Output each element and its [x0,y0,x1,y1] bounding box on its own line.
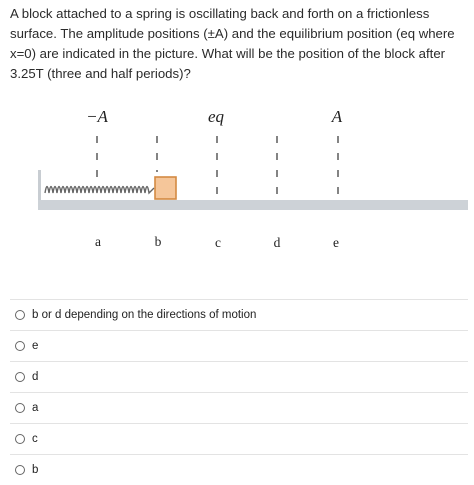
block [155,177,176,199]
option-e[interactable] [10,330,468,361]
position-label-e: e [333,235,339,250]
spring-block-diagram [0,98,474,268]
option-c[interactable] [10,423,468,454]
position-label-a: a [95,234,101,249]
radio-button[interactable] [15,465,25,475]
label-minus-a: −A [86,107,108,126]
question-text: A block attached to a spring is oscillating back and forth on a frictionless surface. The amplitude positions (±A) and the equilibrium position (eq where x=0) are indicated in the picture. What will be the position of the block after 3.25T (three and half periods)? [10,6,455,81]
option-label: b [32,464,39,476]
position-markers [97,136,338,194]
option-label: c [32,433,38,445]
radio-button[interactable] [15,372,25,382]
position-label-d: d [273,235,281,250]
wall [38,170,41,202]
option-label: a [32,402,39,414]
answer-options [10,299,468,485]
radio-button[interactable] [15,403,25,413]
option-label: b or d depending on the directions of motion [32,309,257,321]
label-a: A [331,107,343,126]
label-eq: eq [207,107,225,126]
surface [38,200,468,210]
radio-button[interactable] [15,310,25,320]
option-b[interactable] [10,454,468,485]
option-b-or-d[interactable] [10,299,468,330]
option-d[interactable] [10,361,468,392]
position-label-c: c [215,235,221,250]
radio-button[interactable] [15,434,25,444]
option-label: e [32,340,39,352]
diagram-svg [0,98,474,268]
option-a[interactable] [10,392,468,423]
position-label-b: b [154,234,162,249]
radio-button[interactable] [15,341,25,351]
spring [45,187,154,194]
option-label: d [32,371,39,383]
